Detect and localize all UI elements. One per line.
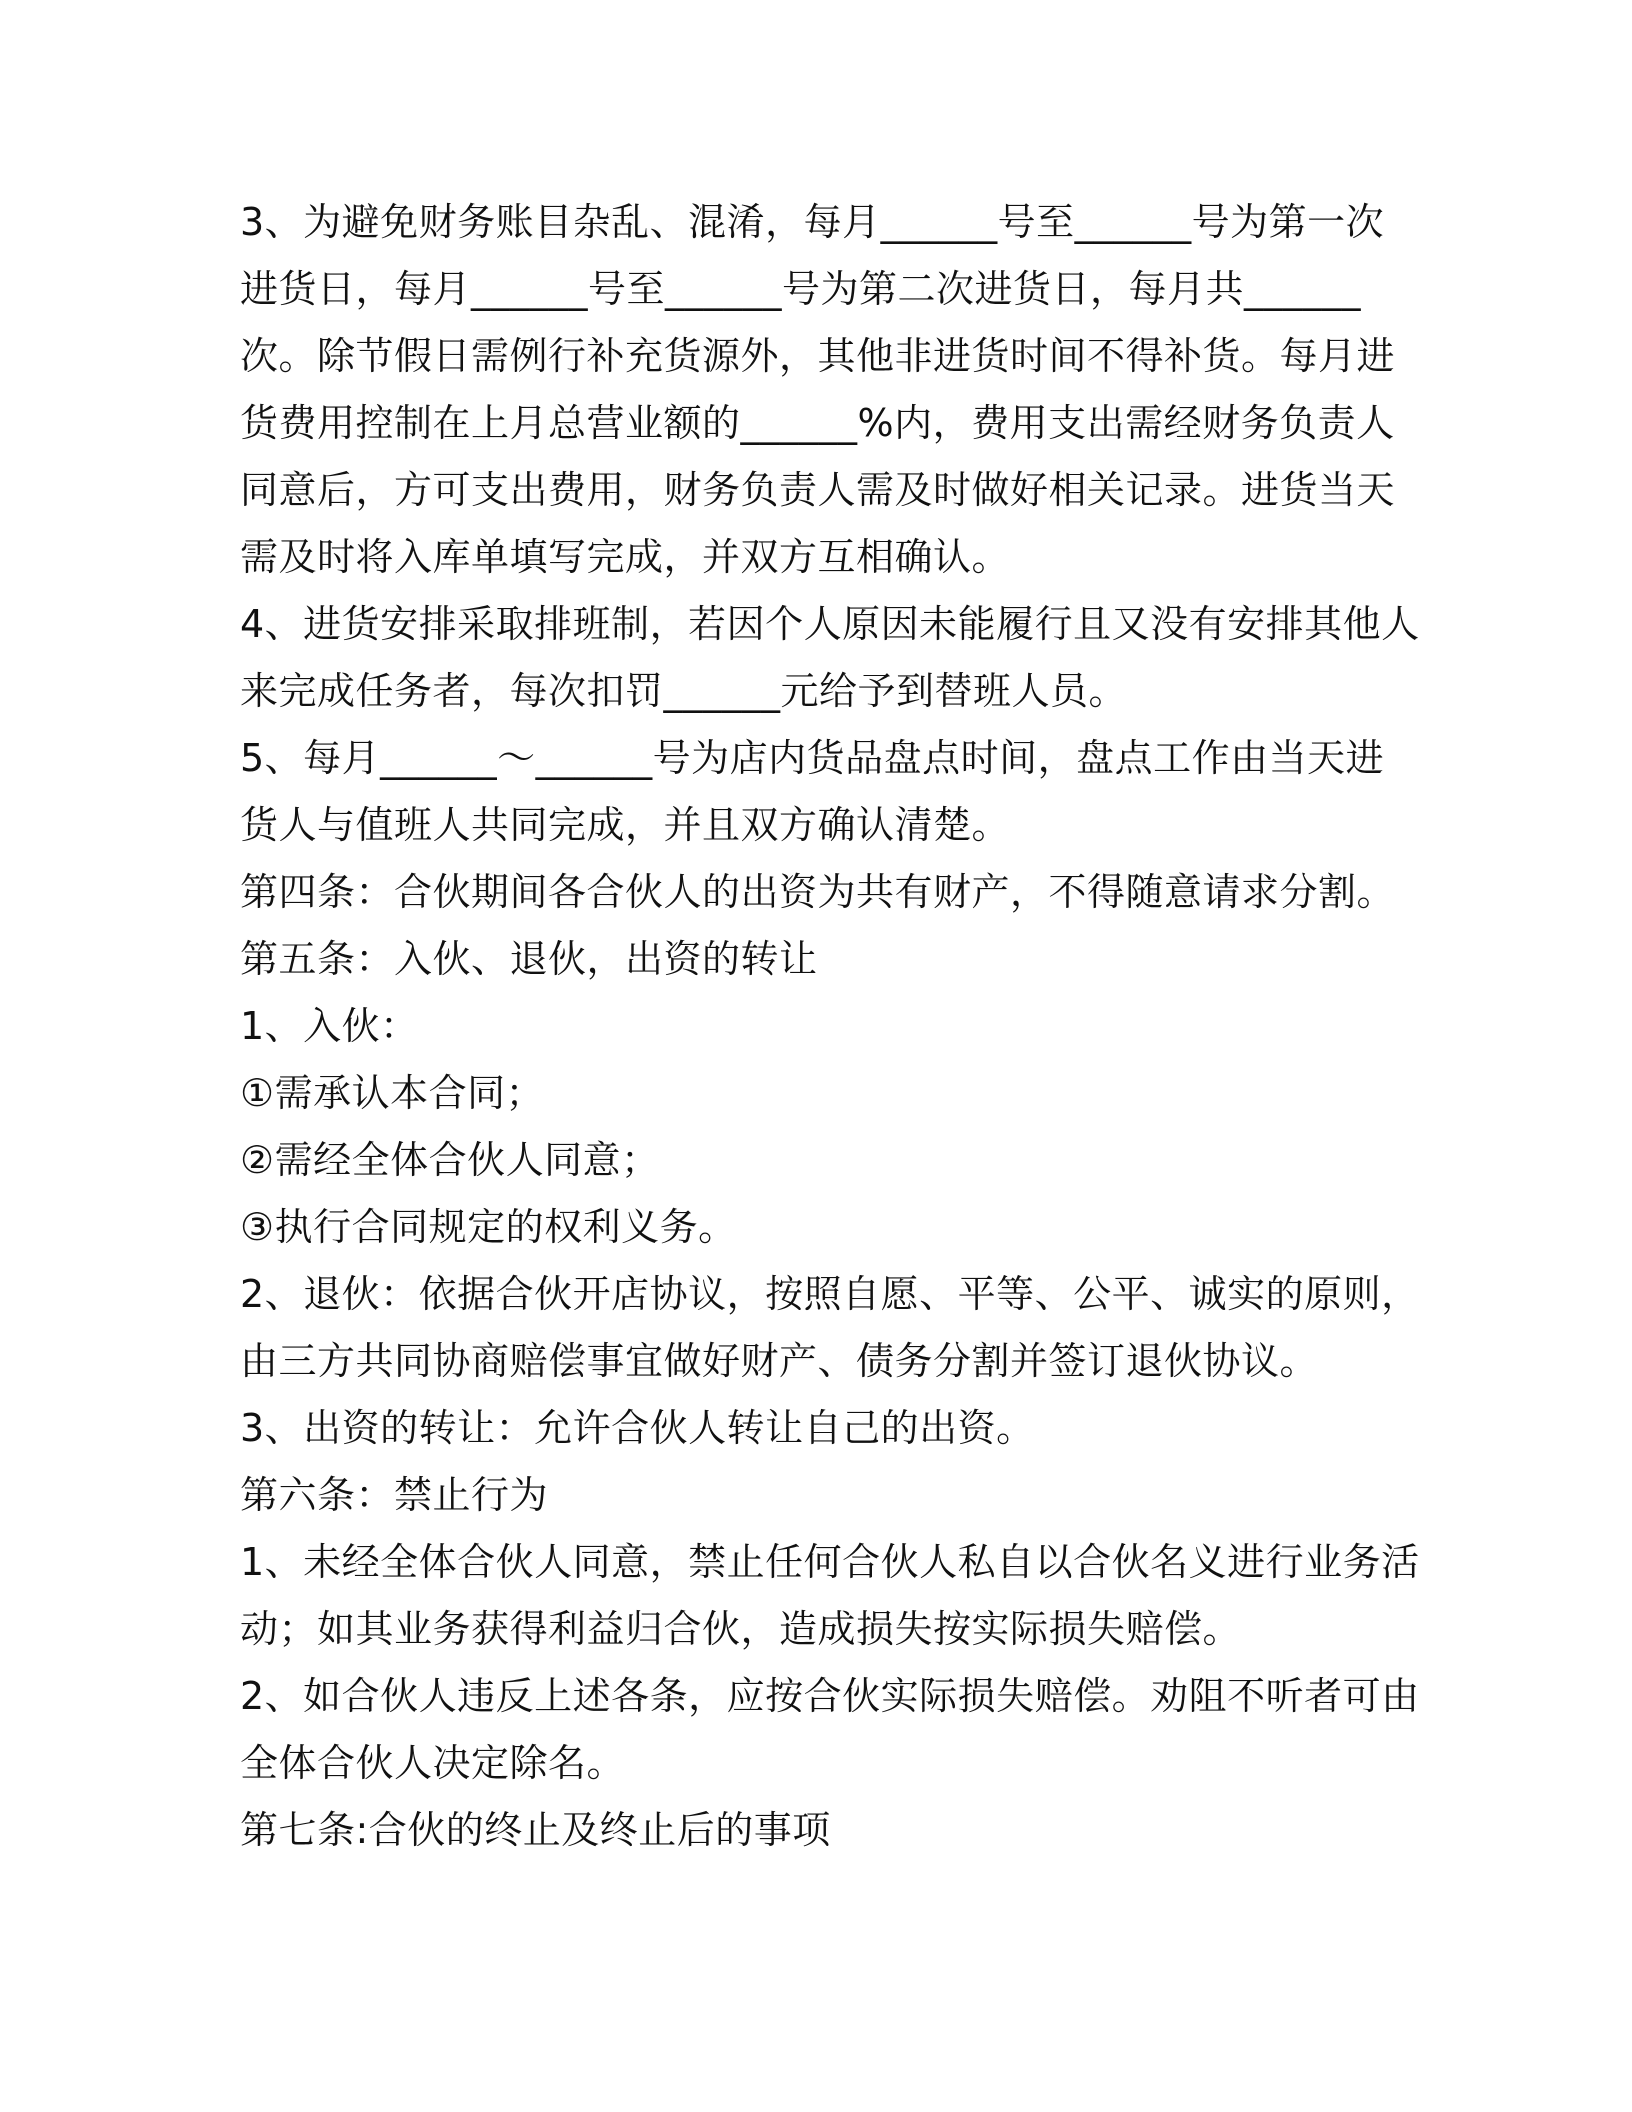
text-line: ②需经全体合伙人同意； — [240, 1138, 660, 1182]
text-line: ①需承认本合同； — [240, 1071, 545, 1115]
text-line: 全体合伙人决定除名。 — [240, 1741, 626, 1785]
text-line: 进货日，每月______号至______号为第二次进货日，每月共______ — [240, 267, 1362, 311]
text-line: 1、未经全体合伙人同意，禁止任何合伙人私自以合伙名义进行业务活 — [240, 1540, 1420, 1584]
text-line: 次。除节假日需例行补充货源外，其他非进货时间不得补货。每月进 — [240, 334, 1396, 378]
document-body — [240, 189, 1420, 1864]
text-line: 同意后，方可支出费用，财务负责人需及时做好相关记录。进货当天 — [240, 468, 1396, 512]
text-line: 货人与值班人共同完成，并且双方确认清楚。 — [240, 803, 1011, 847]
text-line: 5、每月______～______号为店内货品盘点时间，盘点工作由当天进 — [240, 736, 1385, 780]
text-line: 2、如合伙人违反上述各条，应按合伙实际损失赔偿。劝阻不听者可由 — [240, 1674, 1420, 1718]
text-line: 需及时将入库单填写完成，并双方互相确认。 — [240, 535, 1011, 579]
text-line: 3、出资的转让：允许合伙人转让自己的出资。 — [240, 1406, 1035, 1450]
text-line: 4、进货安排采取排班制，若因个人原因未能履行且又没有安排其他人 — [240, 602, 1420, 646]
text-line: 动；如其业务获得利益归合伙，造成损失按实际损失赔偿。 — [240, 1607, 1242, 1651]
article-6-heading: 第六条：禁止行为 — [240, 1473, 549, 1517]
text-line: 1、入伙： — [240, 1004, 419, 1048]
text-line: 2、退伙：依据合伙开店协议，按照自愿、平等、公平、诚实的原则， — [240, 1272, 1420, 1316]
article-4-heading: 第四条：合伙期间各合伙人的出资为共有财产，不得随意请求分割。 — [240, 870, 1396, 914]
text-line: 由三方共同协商赔偿事宜做好财产、债务分割并签订退伙协议。 — [240, 1339, 1319, 1383]
article-7-heading: 第七条:合伙的终止及终止后的事项 — [240, 1808, 831, 1852]
text-line: 货费用控制在上月总营业额的______%内，费用支出需经财务负责人 — [240, 401, 1395, 445]
article-5-heading: 第五条：入伙、退伙，出资的转让 — [240, 937, 818, 981]
text-line: 来完成任务者，每次扣罚______元给予到替班人员。 — [240, 669, 1128, 713]
text-line: ③执行合同规定的权利义务。 — [240, 1205, 737, 1249]
text-line: 3、为避免财务账目杂乱、混淆，每月______号至______号为第一次 — [240, 200, 1385, 244]
